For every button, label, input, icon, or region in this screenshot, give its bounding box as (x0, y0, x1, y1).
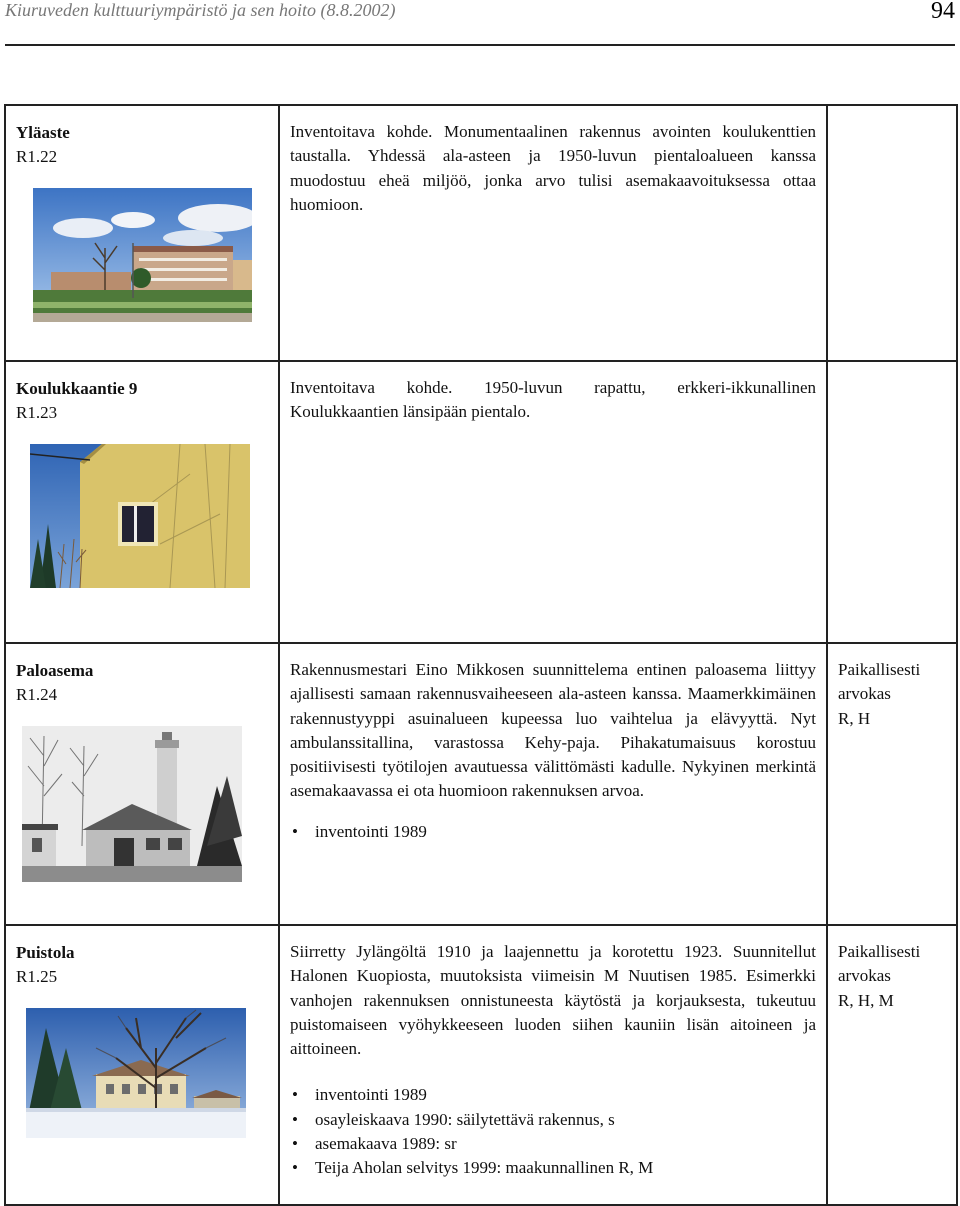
value-line: arvokas (838, 684, 891, 704)
winter-villa-photo (26, 1008, 246, 1138)
value-line: Paikallisesti (838, 942, 921, 961)
site-description: Inventoitava kohde. Monumentaalinen rakennus avointen koulukenttien taustalla. Yhdessä ala-asteen ja 1950-luvun pientaloalueen kanssa muodostuu eheä miljöö, jonka arvo tulisi asemakaavoituksessa ottaa huomioon. (290, 122, 816, 214)
list-item: • Teija Aholan selvitys 1999: maakunnallinen R, M (290, 1156, 826, 1180)
reference-list (290, 1083, 826, 1180)
site-description: Rakennusmestari Eino Mikkosen suunnittelema entinen paloasema liittyy ajallisesti samaan rakennusvaiheeseen ala-asteen kanssa. Maamerkkimäinen rakennustyyppi asuinalueen kupeessa luo vaihtelua ja elävyyttä. Nyt ambulanssitallina, varastossa Kehy-paja. Pihakatumaisuus korostuu positiivisesti työtilojen avautuessa välittömästi kadulle. Nykyinen merkintä asemakaavassa ei ota huomioon rakennuksen arvoa. (290, 660, 816, 801)
school-building-photo (33, 188, 252, 322)
fire-station-photo (22, 726, 242, 882)
value-classification (828, 926, 956, 1013)
value-cell (827, 105, 957, 361)
value-cell (827, 643, 957, 925)
site-name: Paloasema (16, 661, 94, 680)
site-cell (5, 925, 279, 1205)
site-name: Puistola (16, 943, 75, 962)
site-cell (5, 105, 279, 361)
description-cell (279, 361, 827, 643)
document-title: Kiuruveden kulttuuriympäristö ja sen hoito (8.8.2002) (5, 0, 396, 20)
site-code: R1.22 (16, 147, 58, 167)
site-name: Koulukkaantie 9 (16, 379, 138, 398)
list-item: • osayleiskaava 1990: säilytettävä rakennus, s (290, 1108, 826, 1132)
inventory-row (5, 105, 957, 361)
list-item: • asemakaava 1989: sr (290, 1132, 826, 1156)
inventory-row (5, 361, 957, 643)
site-description: Inventoitava kohde. 1950-luvun rapattu, erkkeri-ikkunallinen Koulukkaantien länsipään pientalo. (290, 378, 816, 422)
site-cell (5, 643, 279, 925)
list-item: • inventointi 1989 (290, 820, 826, 844)
value-cell (827, 361, 957, 643)
value-line: R, H, M (838, 990, 894, 1010)
description-cell (279, 925, 827, 1205)
site-cell (5, 361, 279, 643)
description-cell (279, 105, 827, 361)
page-number: 94 (931, 0, 955, 24)
inventory-row (5, 643, 957, 925)
list-item: • inventointi 1989 (290, 1083, 826, 1107)
value-classification (828, 644, 956, 731)
yellow-house-photo (30, 444, 250, 588)
inventory-table (4, 104, 958, 1206)
reference-list (290, 820, 826, 844)
value-line: arvokas (838, 966, 891, 986)
description-cell (279, 643, 827, 925)
site-code: R1.25 (16, 967, 58, 987)
site-code: R1.23 (16, 403, 58, 423)
site-description: Siirretty Jylängöltä 1910 ja laajennettu ja korotettu 1923. Suunnitellut Halonen Kuopiosta, muutoksista viimeisin M Nuutisen 1985. Esimerkki vanhojen rakennuksen onnistuneesta käytöstä ja korjauksesta, tukeutuu puistomaiseen vyöhykkeeseen luoden siihen kauniin lisän aitoineen ja aittoineen. (290, 942, 816, 1059)
value-line: Paikallisesti (838, 660, 921, 679)
site-code: R1.24 (16, 685, 58, 705)
value-line: R, H (838, 708, 871, 728)
header-divider (5, 44, 955, 46)
inventory-row (5, 925, 957, 1205)
value-cell (827, 925, 957, 1205)
site-name: Yläaste (16, 123, 70, 142)
